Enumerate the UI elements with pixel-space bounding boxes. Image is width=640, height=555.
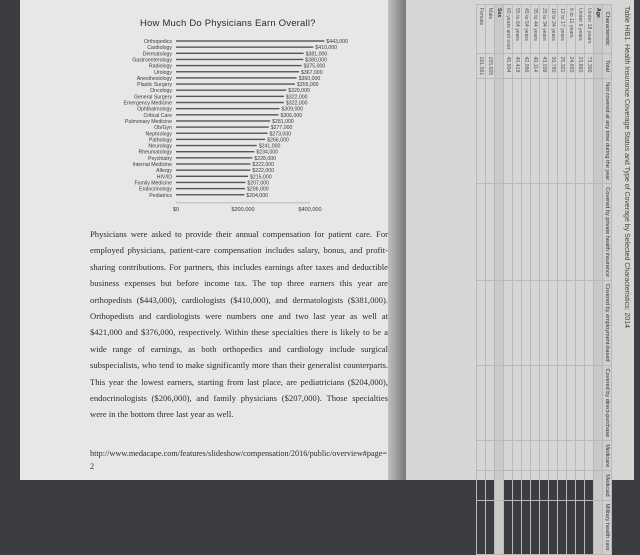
table-cell [594,365,603,441]
table-cell [549,365,558,441]
table-cell [486,500,495,554]
bar [176,108,280,109]
table-cell [549,79,558,184]
category-label: Ob/Gyn [154,125,172,132]
value-label: $241,000 [258,143,281,150]
bar [176,133,267,134]
table-cell: 42,996 [522,53,531,79]
table-cell: 30,790 [549,53,558,79]
x-tick-label: $200,000 [231,206,255,213]
table-row [477,5,486,555]
bar [176,114,279,115]
paragraph-text: Physicians were asked to provide their annual compensation for patient care. For employed physicians, patient-care compensation includes salary, bonus, and profit-sharing contributions. For partners, this includes earnings after taxes and deductible business expenses but before income tax. The top three earners this year are orthopedists ($443,000), cardiologists ($410,000), and dermatologists ($381,000). Orthopedists and cardiologists were numbers one and two last year as well at $421,000 and $376,000, respectively. Within these specialties there is likely to be a wide range of earnings, as both orthopedics and cardiology include surgical subspecialists, who tend to make significantly more than their generalist counterparts. This year the lowest earners, starting from last place, are pediatricians ($204,000), endocrinologists ($206,000), and family physicians ($207,000). Those specialties were in the bottom three last year as well. [90,229,388,420]
table-cell [531,280,540,365]
table-cell [504,471,513,500]
table-cell [531,184,540,281]
table-cell [531,441,540,471]
table-cell [594,441,603,471]
table-cell [486,365,495,441]
table-cell [567,441,576,471]
bar [176,188,245,189]
table-cell: 40,114 [531,53,540,79]
table-cell [522,280,531,365]
table-cell [495,365,504,441]
table-cell [477,500,486,554]
table-row [486,5,495,555]
table-cell [558,365,567,441]
table-cell [567,365,576,441]
table-cell [495,500,504,554]
category-label: Pulmonary Medicine [125,118,172,125]
value-label: $367,000 [300,69,323,76]
value-label: $207,000 [247,180,269,187]
table-cell [585,184,594,281]
bar [176,126,269,127]
column-header: Military health care [603,500,612,554]
table-cell [549,184,558,281]
table-cell [495,53,504,79]
table-cell [522,500,531,554]
table-cell [477,365,486,441]
table-row [567,5,576,555]
table-cell [531,79,540,184]
category-label: Ophthalmology [137,106,172,113]
table-cell: 12 to 17 years [558,5,567,54]
table-cell [567,280,576,365]
table-cell: 25 to 34 years [540,5,549,54]
table-cell [558,79,567,184]
bar [176,163,250,164]
table-cell [540,365,549,441]
category-label: Pediatrics [149,192,172,199]
table-row [531,5,540,555]
table-row [504,5,513,555]
table-cell [576,500,585,554]
value-label: $360,000 [298,75,321,82]
value-label: $306,000 [280,112,303,119]
table-cell [558,441,567,471]
table-cell: Male [486,5,495,54]
bar [176,46,313,47]
table-cell [558,280,567,365]
value-label: $355,000 [296,82,319,89]
section-row [495,5,504,555]
table-cell [522,184,531,281]
bar [176,176,248,177]
category-label: Anesthesiology [136,75,172,82]
table-cell [504,441,513,471]
table-cell [513,441,522,471]
value-label: $234,000 [256,149,279,156]
value-label: $380,000 [305,57,327,64]
value-label: $215,000 [250,174,272,181]
table-cell [567,79,576,184]
table-cell: 55 to 64 years [513,5,522,54]
category-label: Endocrinology [139,186,172,193]
table-cell [522,365,531,441]
bar [176,77,297,78]
table-cell [495,441,504,471]
table-cell [594,280,603,365]
bar [176,53,304,54]
table-cell [495,79,504,184]
value-label: $277,000 [270,125,293,132]
chart-title: How Much Do Physicians Earn Overall? [140,18,316,29]
value-label: $266,000 [267,137,289,144]
table-cell [513,280,522,365]
table-cell [495,184,504,281]
category-label: Radiology [148,63,172,70]
column-header: Medicaid [603,471,612,500]
value-label: $222,000 [252,168,275,175]
table-cell [486,184,495,281]
table-cell [531,471,540,500]
table-cell [540,79,549,184]
column-header: Not covered at any time during the year [603,79,612,184]
column-header: Covered by employment-based [603,280,612,365]
table-cell [594,471,603,500]
body-paragraph [90,226,388,423]
table-cell [486,280,495,365]
category-label: Plastic Surgery [137,82,172,89]
value-label: $309,000 [281,106,304,113]
table-cell [477,184,486,281]
table-cell [576,184,585,281]
table-cell: 45,904 [504,53,513,79]
rotated-table-area [406,0,634,551]
table-cell [585,280,594,365]
table-cell [477,280,486,365]
category-label: Gastroenterology [132,57,172,64]
table-cell [486,471,495,500]
value-label: $410,000 [315,45,337,52]
table-cell [540,280,549,365]
source-url: http://www.medacape.com/features/slideshow/compensation/2016/public/overview#page=2 [90,449,387,471]
bar [176,71,299,72]
table-cell [531,500,540,554]
value-label: $322,000 [285,100,308,107]
value-label: $222,000 [252,162,275,168]
column-header: Characteristic [603,5,612,54]
table-cell [549,441,558,471]
table-row [513,5,522,555]
table-cell [567,471,576,500]
table-cell [585,441,594,471]
value-label: $228,000 [254,155,277,162]
bar [176,96,284,97]
value-label: $322,000 [285,94,308,101]
left-book-page [20,0,396,480]
table-cell: 155,605 [486,53,495,79]
column-header: Total [603,53,612,79]
table-cell [549,471,558,500]
table-cell [522,79,531,184]
table-cell [558,471,567,500]
table-cell [486,441,495,471]
table-cell: 40,419 [513,53,522,79]
category-label: Pathology [148,137,172,144]
table-row [522,5,531,555]
table-cell [504,500,513,554]
table-cell [540,500,549,554]
bar [176,151,254,152]
table-cell [585,471,594,500]
table-cell [567,184,576,281]
x-tick-label: $0 [172,206,180,213]
table-cell [594,500,603,554]
bar [176,40,324,41]
value-label: $281,000 [272,118,294,125]
table-cell [504,184,513,281]
header-row [603,5,612,555]
value-label: $381,000 [305,51,328,58]
table-cell: Age [594,5,603,54]
bar [176,59,303,60]
table-cell: 24,650 [567,53,576,79]
table-cell: Female [477,5,486,54]
bar [176,182,245,183]
table-cell [513,79,522,184]
table-cell [477,471,486,500]
table-cell [513,471,522,500]
table-cell: Sex [495,5,504,54]
table-cell: Under 18 years [585,5,594,54]
category-label: HIV/ID [156,174,172,181]
table-cell: Under 6 years [576,5,585,54]
table-cell [513,365,522,441]
table-cell [540,471,549,500]
table-row [585,5,594,555]
table-cell: 23,860 [576,53,585,79]
x-tick-label: $400,000 [298,206,322,213]
category-label: Orthopedics [144,39,172,45]
table-cell [540,441,549,471]
table-cell [576,471,585,500]
section-row [594,5,603,555]
category-label: Critical Care [143,112,172,119]
table-cell [585,500,594,554]
table-cell [513,184,522,281]
table-cell [504,280,513,365]
table-row [540,5,549,555]
bar [176,157,252,158]
table-cell [513,500,522,554]
value-label: $375,000 [303,63,326,70]
table-cell [576,441,585,471]
table-row [549,5,558,555]
table-cell [558,500,567,554]
bar [176,194,244,195]
bar [176,65,302,66]
right-book-page [406,0,634,551]
category-label: Cardiology [147,45,172,52]
table-cell [576,79,585,184]
bar [176,139,265,140]
table-cell [558,184,567,281]
table-cell [495,280,504,365]
bar [176,120,270,121]
table-cell [549,500,558,554]
bar [176,90,286,91]
category-label: Dermatology [142,51,172,58]
bar [176,169,250,170]
category-label: Allergy [156,168,172,175]
table-row [558,5,567,555]
table-cell [585,365,594,441]
table-cell [549,280,558,365]
category-label: Emergency Medicine [123,100,172,107]
category-label: Internal Medicine [132,162,172,168]
column-header: Medicare [603,441,612,471]
table-cell: 45 to 54 years [522,5,531,54]
table-row [576,5,585,555]
table-cell [504,365,513,441]
table-cell [504,79,513,184]
table-cell: 6 to 11 years [567,5,576,54]
table-cell [594,79,603,184]
category-label: Nephrology [145,131,172,138]
table-cell [522,441,531,471]
category-label: Oncology [150,88,172,95]
table-caption: Table HIB1. Health Insurance Coverage Status and Type of Coverage by Selected Characteristics: 2014 [623,6,630,329]
table-cell: 35 to 44 years [531,5,540,54]
table-cell [522,471,531,500]
bar [176,145,257,146]
value-label: $443,000 [326,39,349,45]
table-cell [567,500,576,554]
value-label: $204,000 [246,192,268,199]
value-label: $206,000 [247,186,269,193]
table-cell: 25,321 [558,53,567,79]
table-cell [486,79,495,184]
table-cell [540,184,549,281]
table-cell: 18 to 24 years [549,5,558,54]
bar [176,83,295,84]
table-cell [477,441,486,471]
table-cell [576,280,585,365]
table-cell [495,471,504,500]
table-cell [531,365,540,441]
table-cell [594,184,603,281]
table-cell [594,53,603,79]
category-label: Neurology [148,143,172,150]
earnings-bar-chart [20,0,396,215]
bar [176,102,284,103]
category-label: Urology [154,69,172,76]
table-cell: 73,300 [585,53,594,79]
category-label: Family Medicine [134,180,172,187]
insurance-table [476,4,612,555]
table-cell [576,365,585,441]
category-label: General Surgery [133,94,172,101]
table-cell [477,79,486,184]
column-header: Covered by private health insurance [603,184,612,281]
category-label: Psychiatry [148,155,172,162]
table-cell: 161,561 [477,53,486,79]
table-cell [585,79,594,184]
value-label: $273,000 [269,131,292,138]
column-header: Covered by direct-purchase [603,365,612,441]
table-cell: 65 years and over [504,5,513,54]
table-cell: 43,038 [540,53,549,79]
category-label: Rheumatology [138,149,172,156]
value-label: $329,000 [288,88,310,95]
